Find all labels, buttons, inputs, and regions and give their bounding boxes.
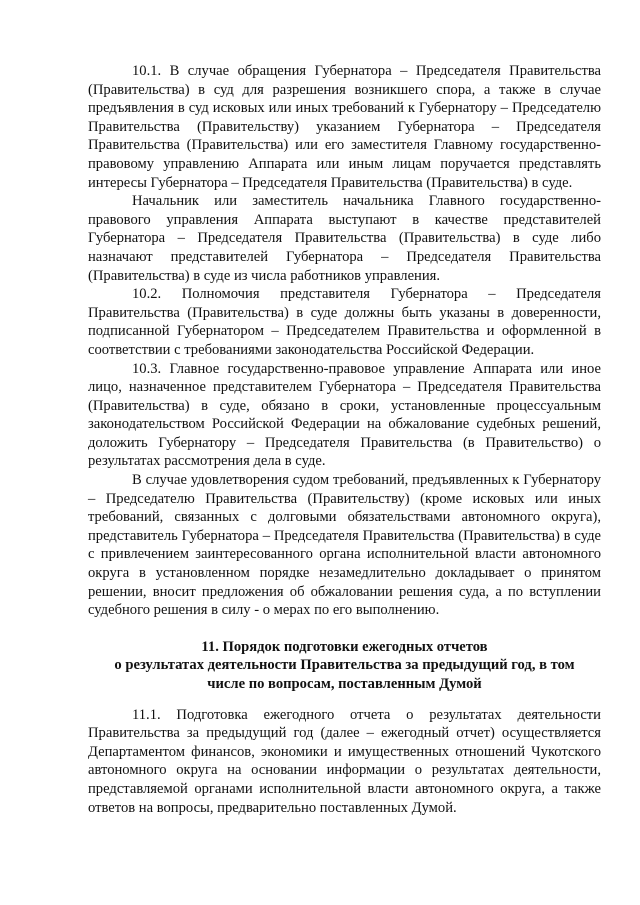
paragraph-10-3: 10.3. Главное государственно-правовое управление Аппарата или иное лицо, назначенное представителем Губернатора – Председателя Правительства (Правительства) в суде, обязано в сроки, установленные процессуальным законодательством Российской Федерации на обжалование судебных решений, доложить Губернатору – Председателя Правительства (в Правительство) о результатах рассмотрения дела в суде. — [88, 360, 601, 470]
section-heading-line: числе по вопросам, поставленным Думой — [207, 676, 482, 692]
document-body — [88, 62, 601, 817]
paragraph-10-1: 10.1. В случае обращения Губернатора – Председателя Правительства (Правительства) в суд для разрешения возникшего спора, а также в случае предъявления в суд исковых или иных требований к Губернатору – Председателю Правительства (Правительству) указанием Губернатора – Председателя Правительства (Правительства) или его заместителя Главному государственно-правовому управлению Аппарата или иным лицам поручается представлять интересы Губернатора – Председателя Правительства (Правительства) в суде. — [88, 63, 601, 191]
paragraph-10-1-representatives: Начальник или заместитель начальника Главного государственно-правового управления Аппарата выступают в качестве представителей Губернатора – Председателя Правительства (Правительства) в суде либо назначают представителей Губернатора – Председателя Правительства (Правительства) в суде из числа работников управления. — [88, 193, 601, 284]
paragraph-10-3-satisfaction: В случае удовлетворения судом требований, предъявленных к Губернатору – Председателю Правительства (Правительству) (кроме исковых или иных требований, связанных с долговыми обязательствами автономного округа), представитель Губернатора – Председателя Правительства (Правительства) в суде с привлечением заинтересованного органа исполнительной власти автономного округа в установленном порядке незамедлительно докладывает о принятом решении, вносит предложения об обжаловании решения суда, а по вступлении судебного решения в силу - о мерах по его выполнению. — [88, 472, 601, 619]
paragraph-11-1: 11.1. Подготовка ежегодного отчета о результатах деятельности Правительства за предыдущий год (далее – ежегодный отчет) осуществляется Департаментом финансов, экономики и имущественных отношений Чукотского автономного округа на основании информации о результатах деятельности, представляемой органами исполнительной власти автономного округа, а также ответов на вопросы, предварительно поставленных Думой. — [88, 706, 601, 816]
section-heading-line: о результатах деятельности Правительства за предыдущий год, в том — [114, 657, 575, 674]
section-11-heading — [88, 638, 601, 694]
section-heading-line: 11. Порядок подготовки ежегодных отчетов — [201, 638, 488, 655]
paragraph-10-2: 10.2. Полномочия представителя Губернатора – Председателя Правительства (Правительства) в суде должны быть указаны в доверенности, подписанной Губернатором – Председателем Правительства и оформленной в соответствии с требованиями законодательства Российской Федерации. — [88, 286, 601, 358]
